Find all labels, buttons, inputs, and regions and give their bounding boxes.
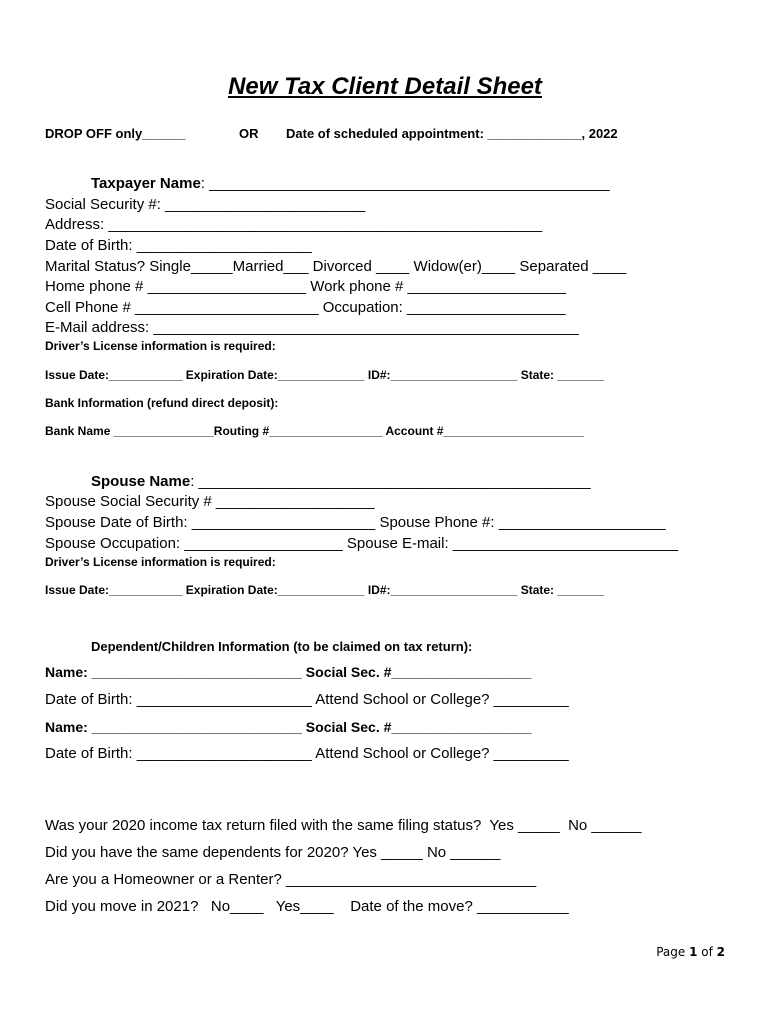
- spouse-ssn-field[interactable]: Spouse Social Security # ___________________: [45, 493, 375, 510]
- drivers-license-fields[interactable]: Issue Date:___________ Expiration Date:_____________ ID#:___________________ State: _______: [45, 368, 605, 382]
- spouse-drivers-license-fields[interactable]: Issue Date:___________ Expiration Date:_____________ ID#:___________________ State: _______: [45, 583, 605, 597]
- bank-fields[interactable]: Bank Name _______________Routing #_________________ Account #_____________________: [45, 424, 584, 438]
- current-page: 1: [689, 945, 698, 959]
- taxpayer-name-label: Taxpayer Name: [91, 175, 201, 192]
- page-word: Page: [656, 945, 690, 959]
- taxpayer-dob-field[interactable]: Date of Birth: _____________________: [45, 237, 312, 254]
- taxpayer-ssn-field[interactable]: Social Security #: ________________________: [45, 196, 366, 213]
- page-title: New Tax Client Detail Sheet: [228, 73, 542, 100]
- dependent-dob-field[interactable]: Date of Birth: _____________________ Attend School or College? _________: [45, 691, 569, 708]
- total-pages: 2: [716, 945, 725, 959]
- dependents-header: Dependent/Children Information (to be claimed on tax return):: [91, 639, 473, 654]
- taxpayer-name-field[interactable]: [91, 176, 610, 191]
- or-label: OR: [239, 126, 259, 141]
- page-number: [656, 945, 725, 959]
- filing-status-question[interactable]: Was your 2020 income tax return filed with the same filing status? Yes _____ No ______: [45, 817, 642, 834]
- homeowner-question[interactable]: Are you a Homeowner or a Renter? ______________________________: [45, 871, 537, 888]
- spouse-name-label: Spouse Name: [91, 473, 191, 490]
- marital-status-field[interactable]: Marital Status? Single_____Married___ Divorced ____ Widow(er)____ Separated ____: [45, 258, 627, 275]
- cell-occupation-fields[interactable]: Cell Phone # ______________________ Occupation: ___________________: [45, 299, 566, 316]
- bank-info-header: Bank Information (refund direct deposit):: [45, 396, 279, 410]
- drivers-license-required-label: Driver’s License information is required:: [45, 339, 276, 353]
- email-field[interactable]: E-Mail address: ___________________________________________________: [45, 319, 579, 336]
- taxpayer-name-line[interactable]: : ________________________________________________: [200, 175, 610, 192]
- phone-fields[interactable]: Home phone # ___________________ Work phone # ___________________: [45, 278, 567, 295]
- dependents-question[interactable]: Did you have the same dependents for 2020? Yes _____ No ______: [45, 844, 501, 861]
- appointment-date-field[interactable]: Date of scheduled appointment: _____________, 2022: [286, 126, 618, 141]
- spouse-dob-phone-fields[interactable]: Spouse Date of Birth: ______________________ Spouse Phone #: ____________________: [45, 514, 666, 531]
- spouse-drivers-license-required-label: Driver’s License information is required:: [45, 555, 276, 569]
- of-word: of: [697, 945, 717, 959]
- taxpayer-address-field[interactable]: Address: ____________________________________________________: [45, 216, 543, 233]
- spouse-occupation-email-fields[interactable]: Spouse Occupation: ___________________ Spouse E-mail: ___________________________: [45, 535, 679, 552]
- dependent-dob-field[interactable]: Date of Birth: _____________________ Attend School or College? _________: [45, 745, 569, 762]
- spouse-name-field[interactable]: [91, 474, 591, 489]
- dependent-name-field[interactable]: Name: ___________________________ Social Sec. #__________________: [45, 719, 532, 735]
- dependent-name-field[interactable]: Name: ___________________________ Social Sec. #__________________: [45, 664, 532, 680]
- drop-off-field[interactable]: DROP OFF only______: [45, 126, 186, 141]
- move-question[interactable]: Did you move in 2021? No____ Yes____ Date of the move? ___________: [45, 898, 569, 915]
- spouse-name-line[interactable]: : _______________________________________________: [190, 473, 591, 490]
